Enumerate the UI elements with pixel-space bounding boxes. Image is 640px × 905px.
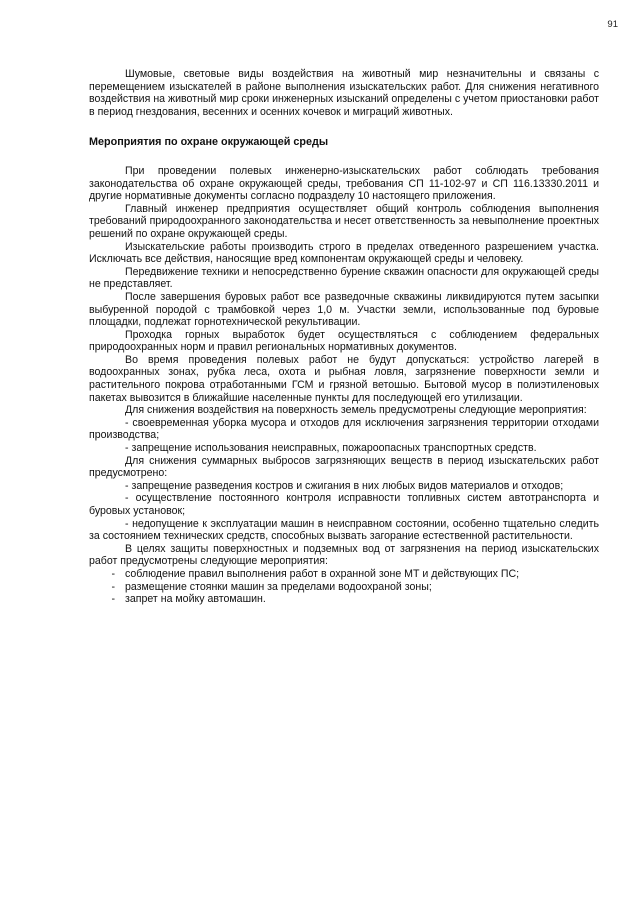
list-item bbox=[89, 593, 599, 606]
paragraph: Во время проведения полевых работ не будут допускаться: устройство лагерей в водоохранных зонах, рубка леса, охота и рыбная ловля, загрязнение поверхности земли и растительного покрова отработанными ГСМ и грязной ветошью. Бытовой мусор в полиэтиленовых пакетах вывозится в ближайшие населенные пункты для последующей его утилизации. bbox=[89, 353, 599, 404]
paragraph: Передвижение техники и непосредственно бурение скважин опасности для окружающей среды не представляет. bbox=[89, 265, 599, 291]
intro-paragraph: Шумовые, световые виды воздействия на животный мир незначительны и связаны с перемещением изыскателей в районе выполнения изыскательских работ. Для снижения негативного воздействия на животный мир сроки инженерных изысканий определены с учетом приостановки работ в период гнездования, весенних и осенних кочевок и миграций животных. bbox=[89, 68, 599, 118]
document-body bbox=[89, 68, 599, 606]
list-item bbox=[89, 581, 599, 594]
list-item-text: соблюдение правил выполнения работ в охранной зоне МТ и действующих ПС; bbox=[125, 567, 520, 580]
paragraph: После завершения буровых работ все разведочные скважины ликвидируются путем засыпки выбуренной породой с трамбовкой через 1,0 м. Участки земли, использованные под буровые площадки, подлежат горнотехнической рекультивации. bbox=[89, 290, 599, 329]
bullet-marker: - bbox=[111, 567, 115, 580]
paragraph: При проведении полевых инженерно-изыскательских работ соблюдать требования законодательства об охране окружающей среды, требования СП 11-102-97 и СП 116.13330.2011 и другие нормативные документы согласно подразделу 10 настоящего приложения. bbox=[89, 164, 599, 203]
paragraph: - недопущение к эксплуатации машин в неисправном состоянии, особенно тщательно следить за состоянием технических средств, способных вызвать загорание естественной растительности. bbox=[89, 517, 599, 543]
paragraph: Для снижения суммарных выбросов загрязняющих веществ в период изыскательских работ предусмотрено: bbox=[89, 454, 599, 480]
paragraph: Изыскательские работы производить строго в пределах отведенного разрешением участка. Исключать все действия, наносящие вред компонентам окружающей среды и человеку. bbox=[89, 240, 599, 266]
paragraph: - своевременная уборка мусора и отходов для исключения загрязнения территории отходами производства; bbox=[89, 416, 599, 442]
list-item-text: размещение стоянки машин за пределами водоохраной зоны; bbox=[125, 580, 432, 593]
list-item bbox=[89, 568, 599, 581]
paragraph: Проходка горных выработок будет осуществляться с соблюдением федеральных природоохранных норм и правил региональных нормативных документов. bbox=[89, 328, 599, 354]
paragraph: Главный инженер предприятия осуществляет общий контроль соблюдения выполнения требований природоохранного законодательства и несет ответственность за невыполнение проектных решений по охране окружающей среды. bbox=[89, 202, 599, 240]
paragraph: В целях защиты поверхностных и подземных вод от загрязнения на период изыскательских работ предусмотрены следующие мероприятия: bbox=[89, 542, 599, 568]
paragraph: Для снижения воздействия на поверхность земель предусмотрены следующие мероприятия: bbox=[125, 404, 587, 417]
list-item-text: запрет на мойку автомашин. bbox=[125, 593, 266, 606]
section-heading: Мероприятия по охране окружающей среды bbox=[89, 136, 329, 149]
bullet-marker: - bbox=[111, 593, 115, 606]
bullet-marker: - bbox=[111, 580, 115, 593]
paragraph: - осуществление постоянного контроля исправности топливных систем автотранспорта и буровых установок; bbox=[89, 492, 599, 517]
paragraph: - запрещение разведения костров и сжигания в них любых видов материалов и отходов; bbox=[125, 479, 564, 492]
page-number: 91 bbox=[607, 19, 618, 30]
paragraph: - запрещение использования неисправных, пожароопасных транспортных средств. bbox=[125, 442, 537, 455]
